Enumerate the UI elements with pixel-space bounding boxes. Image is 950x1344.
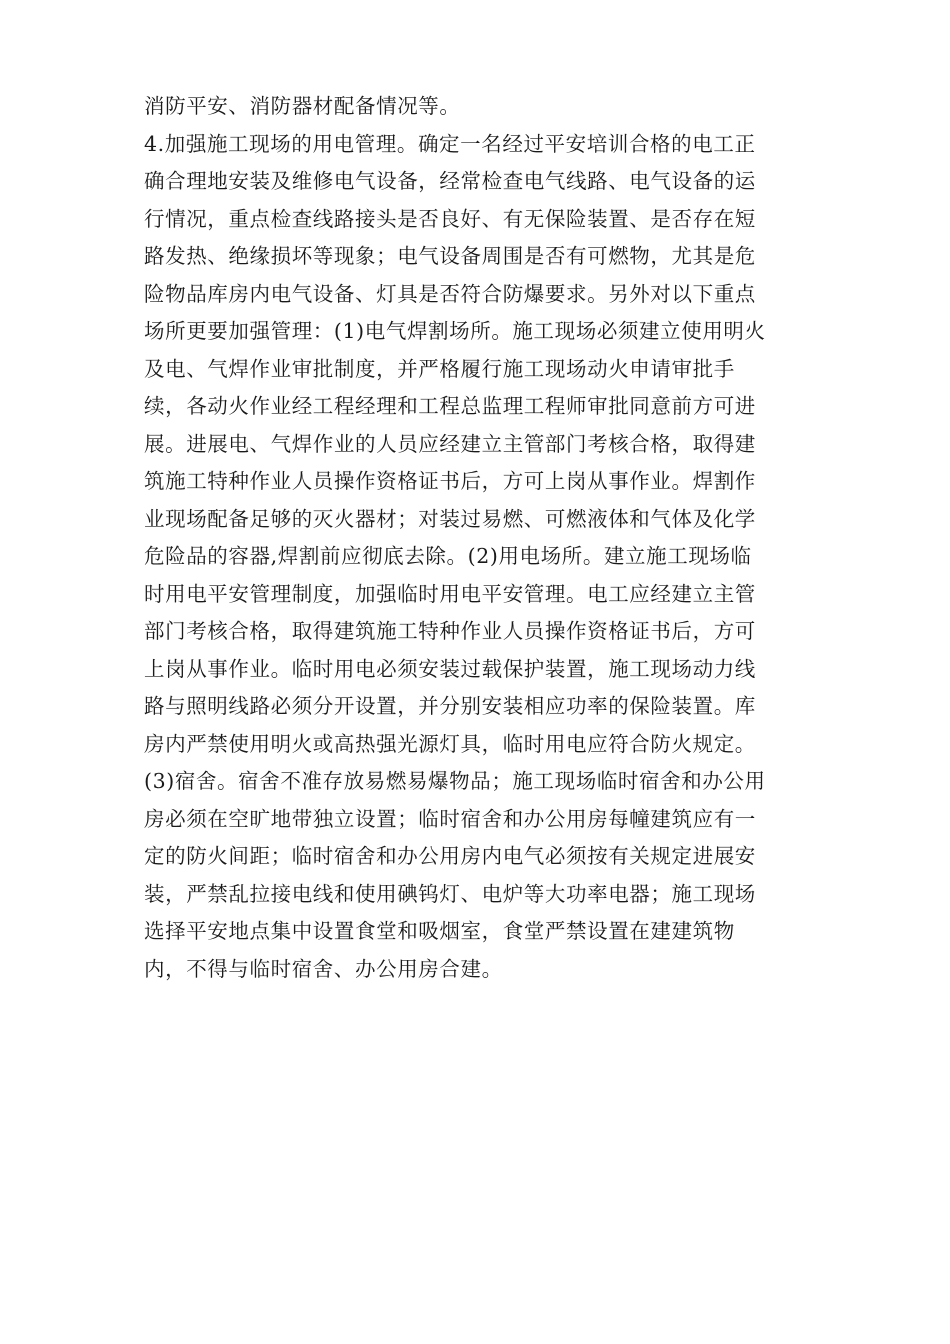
text-line: 时用电平安管理制度，加强临时用电平安管理。电工应经建立主管 <box>144 581 756 606</box>
text-line: 4.加强施工现场的用电管理。确定一名经过平安培训合格的电工正 <box>144 131 756 156</box>
text-line: 筑施工特种作业人员操作资格证书后，方可上岗从事作业。焊割作 <box>144 469 756 493</box>
text-line: 选择平安地点集中设置食堂和吸烟室，食堂严禁设置在建建筑物 <box>144 919 735 943</box>
text-line: 部门考核合格，取得建筑施工特种作业人员操作资格证书后，方可 <box>144 619 756 643</box>
text-line: 险物品库房内电气设备、灯具是否符合防爆要求。另外对以下重点 <box>144 281 756 306</box>
text-line: 上岗从事作业。临时用电必须安装过载保护装置，施工现场动力线 <box>144 656 756 681</box>
text-line: 行情况，重点检查线路接头是否良好、有无保险装置、是否存在短 <box>144 206 756 231</box>
text-line: 业现场配备足够的灭火器材；对装过易燃、可燃液体和气体及化学 <box>144 506 756 531</box>
text-line: 危险品的容器,焊割前应彻底去除。(2)用电场所。建立施工现场临 <box>144 544 752 568</box>
text-line: 路与照明线路必须分开设置，并分别安装相应功率的保险装置。库 <box>144 694 756 718</box>
text-line: 确合理地安装及维修电气设备，经常检查电气线路、电气设备的运 <box>144 169 756 193</box>
text-line: 定的防火间距；临时宿舍和办公用房内电气必须按有关规定进展安 <box>144 844 756 868</box>
text-line: 续，各动火作业经工程经理和工程总监理工程师审批同意前方可进 <box>144 394 756 418</box>
text-line: 场所更要加强管理：(1)电气焊割场所。施工现场必须建立使用明火 <box>144 319 766 343</box>
text-line: 路发热、绝缘损坏等现象；电气设备周围是否有可燃物，尤其是危 <box>144 244 756 268</box>
text-line: 消防平安、消防器材配备情况等。 <box>144 94 461 118</box>
text-line: 装，严禁乱拉接电线和使用碘钨灯、电炉等大功率电器；施工现场 <box>144 881 756 906</box>
text-line: 内，不得与临时宿舍、办公用房合建。 <box>144 956 503 981</box>
text-line: 房必须在空旷地带独立设置；临时宿舍和办公用房每幢建筑应有一 <box>144 806 756 831</box>
document-body <box>144 88 824 988</box>
text-line: 房内严禁使用明火或高热强光源灯具，临时用电应符合防火规定。 <box>144 731 756 756</box>
text-line: 展。进展电、气焊作业的人员应经建立主管部门考核合格，取得建 <box>144 431 756 456</box>
text-line: (3)宿舍。宿舍不准存放易燃易爆物品；施工现场临时宿舍和办公用 <box>144 769 766 793</box>
text-line: 及电、气焊作业审批制度，并严格履行施工现场动火申请审批手 <box>144 356 735 381</box>
